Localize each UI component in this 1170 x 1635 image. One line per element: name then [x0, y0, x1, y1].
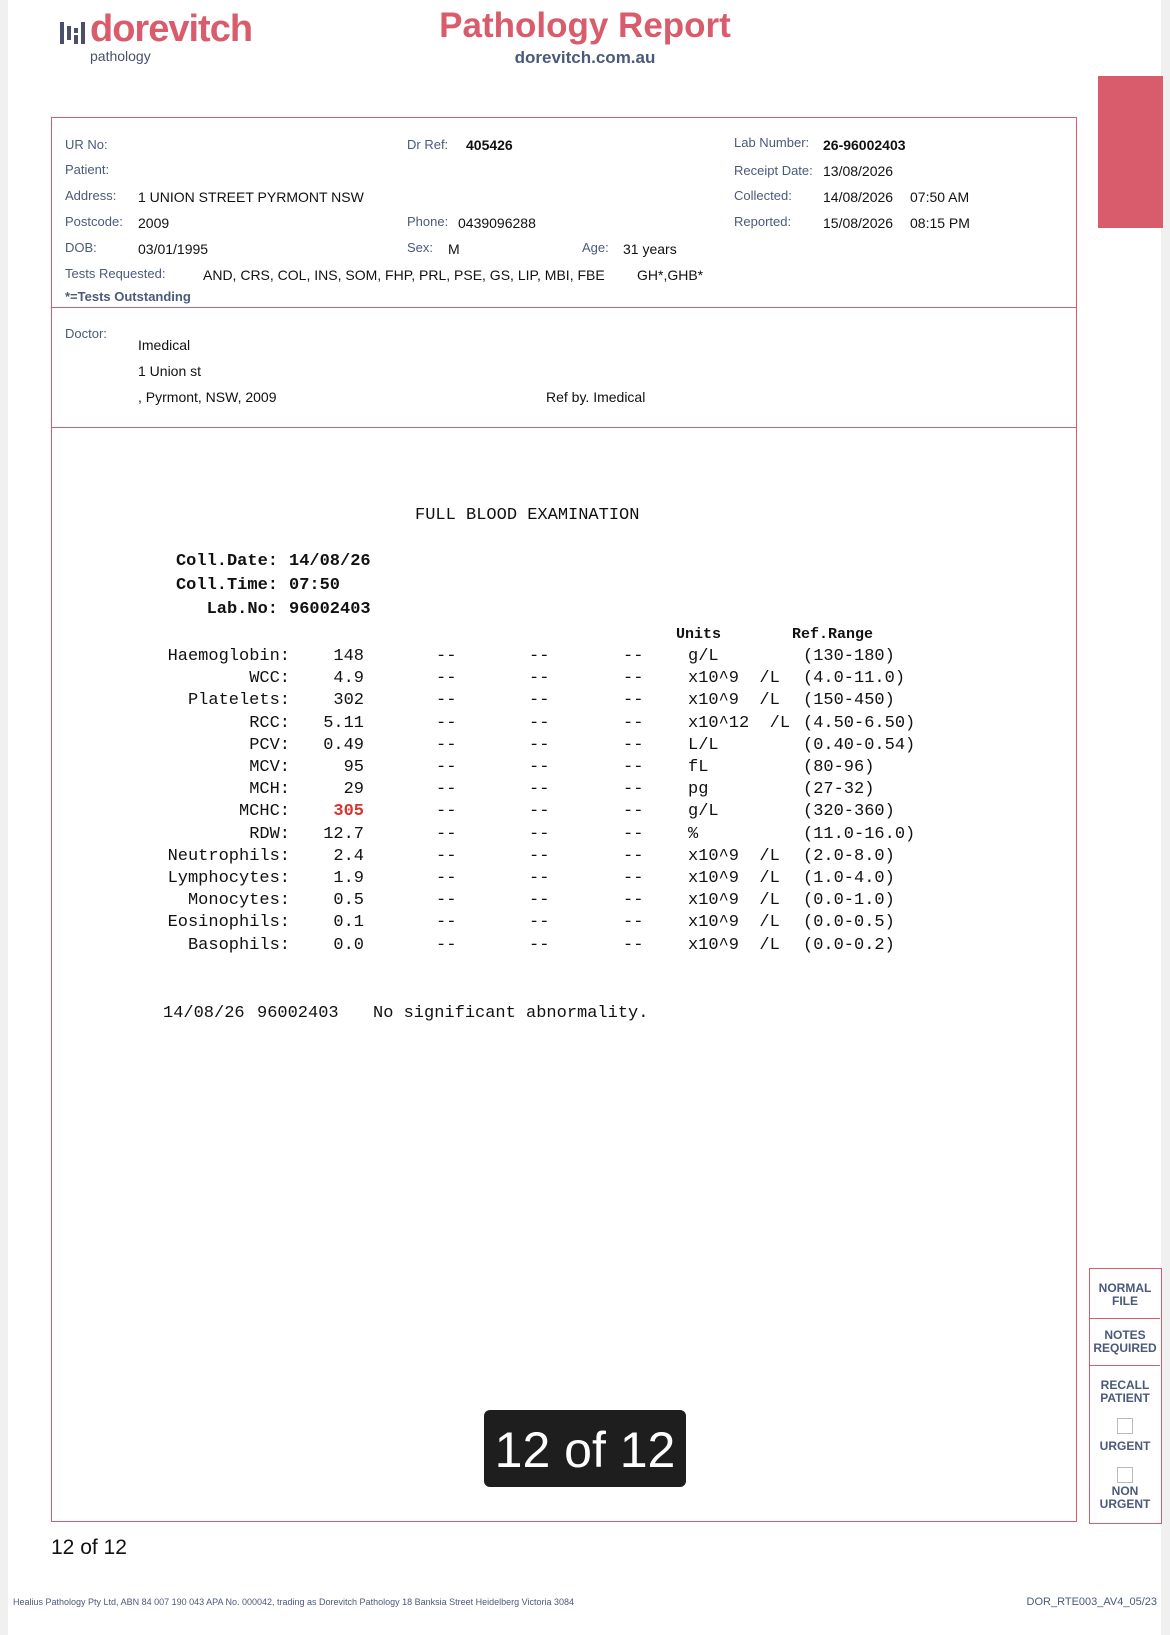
- sex-value: M: [448, 241, 460, 257]
- previous-result-placeholder: --: [436, 714, 457, 733]
- previous-result-placeholder: --: [529, 669, 550, 688]
- previous-result-placeholder: --: [623, 802, 644, 821]
- address-value: 1 UNION STREET PYRMONT NSW: [138, 189, 364, 205]
- previous-result-placeholder: --: [623, 847, 644, 866]
- result-value: 0.1: [333, 913, 364, 932]
- result-unit: x10^9 /L: [688, 691, 780, 710]
- result-value: 1.9: [333, 869, 364, 888]
- coll-time-value: 07:50: [289, 576, 341, 595]
- status-stamps: [1089, 1268, 1162, 1524]
- result-name: MCH:: [249, 780, 290, 799]
- result-name: Lymphocytes:: [167, 869, 290, 888]
- page-count: 12 of 12: [51, 1536, 127, 1559]
- red-margin-tab: [1098, 76, 1163, 228]
- sex-label: Sex:: [407, 240, 434, 255]
- lab-number-value: 26-96002403: [823, 137, 906, 153]
- previous-result-placeholder: --: [436, 936, 457, 955]
- doctor-street: 1 Union st: [138, 363, 202, 379]
- previous-result-placeholder: --: [623, 825, 644, 844]
- previous-result-placeholder: --: [623, 691, 644, 710]
- result-name: RDW:: [249, 825, 290, 844]
- tests-outstanding-note: *=Tests Outstanding: [65, 289, 191, 304]
- result-name: Monocytes:: [187, 891, 290, 910]
- result-ref-range: (0.0-1.0): [803, 891, 895, 910]
- range-header: Ref.Range: [792, 626, 874, 643]
- report-title: Pathology Report: [439, 6, 731, 45]
- previous-result-placeholder: --: [529, 936, 550, 955]
- ref-by: Ref by. Imedical: [546, 389, 646, 405]
- non-urgent-checkbox[interactable]: [1117, 1467, 1133, 1483]
- result-unit: x10^9 /L: [688, 669, 780, 688]
- previous-result-placeholder: --: [436, 758, 457, 777]
- tests-outstanding-value: GH*,GHB*: [637, 267, 704, 283]
- previous-result-placeholder: --: [529, 847, 550, 866]
- result-ref-range: (0.40-0.54): [803, 736, 916, 755]
- result-value: 4.9: [333, 669, 364, 688]
- result-value: 95: [343, 758, 364, 777]
- collected-date: 14/08/2026: [823, 189, 894, 205]
- phone-value: 0439096288: [458, 215, 536, 231]
- previous-result-placeholder: --: [529, 891, 550, 910]
- postcode-value: 2009: [138, 215, 170, 231]
- result-name: PCV:: [249, 736, 290, 755]
- result-unit: %: [688, 825, 699, 844]
- drref-value: 405426: [466, 137, 513, 153]
- coll-date-label: Coll.Date:: [175, 552, 278, 571]
- doctor-label: Doctor:: [65, 326, 107, 341]
- previous-result-placeholder: --: [623, 669, 644, 688]
- logo-subtitle: pathology: [90, 48, 151, 64]
- result-ref-range: (320-360): [803, 802, 895, 821]
- previous-result-placeholder: --: [623, 780, 644, 799]
- receipt-date-label: Receipt Date:: [734, 163, 813, 178]
- result-unit: g/L: [688, 802, 719, 821]
- lab-no-label: Lab.No:: [206, 600, 278, 619]
- reported-time: 08:15 PM: [910, 215, 970, 231]
- doctor-divider: [51, 427, 1077, 428]
- result-value: 0.5: [333, 891, 364, 910]
- patient-divider: [51, 307, 1077, 308]
- tests-requested-value: AND, CRS, COL, INS, SOM, FHP, PRL, PSE, GS, LIP, MBI, FBE: [203, 267, 605, 283]
- dob-value: 03/01/1995: [138, 241, 209, 257]
- address-label: Address:: [65, 188, 117, 203]
- previous-result-placeholder: --: [436, 847, 457, 866]
- previous-result-placeholder: --: [529, 691, 550, 710]
- lab-number-label: Lab Number:: [734, 135, 810, 150]
- previous-result-placeholder: --: [529, 758, 550, 777]
- previous-result-placeholder: --: [623, 736, 644, 755]
- result-ref-range: (4.50-6.50): [803, 714, 916, 733]
- result-unit: pg: [688, 780, 709, 799]
- urgent-checkbox[interactable]: [1117, 1418, 1133, 1434]
- stamp-divider: [1090, 1365, 1160, 1366]
- result-unit: x10^9 /L: [688, 847, 780, 866]
- result-unit: x10^9 /L: [688, 891, 780, 910]
- previous-result-placeholder: --: [623, 869, 644, 888]
- units-header: Units: [676, 626, 722, 643]
- result-value: 302: [333, 691, 364, 710]
- previous-result-placeholder: --: [623, 714, 644, 733]
- previous-result-placeholder: --: [436, 825, 457, 844]
- previous-result-placeholder: --: [623, 647, 644, 666]
- previous-result-placeholder: --: [529, 913, 550, 932]
- result-ref-range: (80-96): [803, 758, 875, 777]
- dorevitch-logo: [60, 6, 260, 62]
- logo-wordmark: dorevitch: [90, 8, 253, 50]
- previous-result-placeholder: --: [529, 736, 550, 755]
- postcode-label: Postcode:: [65, 214, 123, 229]
- previous-result-placeholder: --: [529, 647, 550, 666]
- previous-result-placeholder: --: [529, 802, 550, 821]
- stamp-divider: [1090, 1318, 1160, 1319]
- previous-result-placeholder: --: [436, 736, 457, 755]
- result-unit: x10^12 /L: [688, 714, 791, 733]
- previous-result-placeholder: --: [529, 780, 550, 799]
- result-value: 29: [343, 780, 364, 799]
- previous-result-placeholder: --: [436, 691, 457, 710]
- result-ref-range: (11.0-16.0): [803, 825, 916, 844]
- phone-label: Phone:: [407, 214, 449, 229]
- comment-date: 14/08/26: [163, 1004, 245, 1023]
- result-value-flagged: 305: [333, 802, 364, 821]
- result-unit: x10^9 /L: [688, 869, 780, 888]
- stamp-normal-file[interactable]: NORMAL FILE: [1098, 1281, 1152, 1308]
- result-name: RCC:: [249, 714, 290, 733]
- collected-time: 07:50 AM: [910, 189, 970, 205]
- patient-label: Patient:: [65, 162, 110, 177]
- page-indicator-overlay: [484, 1410, 686, 1487]
- doctor-suburb: , Pyrmont, NSW, 2009: [138, 389, 277, 405]
- footer-form-code: DOR_RTE003_AV4_05/23: [1026, 1596, 1157, 1608]
- stamp-recall-patient[interactable]: RECALL PATIENT: [1100, 1378, 1150, 1405]
- result-value: 0.0: [333, 936, 364, 955]
- result-name: MCV:: [249, 758, 290, 777]
- stamp-non-urgent: NON URGENT: [1099, 1484, 1151, 1511]
- comment-text: No significant abnormality.: [373, 1004, 649, 1023]
- previous-result-placeholder: --: [529, 714, 550, 733]
- previous-result-placeholder: --: [436, 802, 457, 821]
- previous-result-placeholder: --: [436, 913, 457, 932]
- previous-result-placeholder: --: [436, 669, 457, 688]
- result-ref-range: (150-450): [803, 691, 895, 710]
- result-value: 12.7: [323, 825, 364, 844]
- coll-time-label: Coll.Time:: [175, 576, 278, 595]
- receipt-date-value: 13/08/2026: [823, 163, 894, 179]
- result-ref-range: (4.0-11.0): [803, 669, 906, 688]
- result-name: Neutrophils:: [167, 847, 290, 866]
- result-unit: x10^9 /L: [688, 913, 780, 932]
- tests-requested-label: Tests Requested:: [65, 266, 166, 281]
- result-ref-range: (0.0-0.5): [803, 913, 895, 932]
- result-name: Haemoglobin:: [167, 647, 290, 666]
- previous-result-placeholder: --: [436, 647, 457, 666]
- previous-result-placeholder: --: [623, 758, 644, 777]
- drref-label: Dr Ref:: [407, 137, 449, 152]
- result-name: WCC:: [249, 669, 290, 688]
- footer-company: Healius Pathology Pty Ltd, ABN 84 007 190 043 APA No. 000042, trading as Dorevitch Pathology 18 Banksia Street Heidelberg Victoria 3084: [13, 1597, 575, 1607]
- previous-result-placeholder: --: [623, 913, 644, 932]
- result-value: 148: [333, 647, 364, 666]
- result-unit: fL: [688, 758, 709, 777]
- result-value: 0.49: [323, 736, 364, 755]
- website-link[interactable]: dorevitch.com.au: [514, 48, 656, 67]
- ur-label: UR No:: [65, 137, 108, 152]
- result-value: 5.11: [323, 714, 364, 733]
- stamp-urgent: URGENT: [1099, 1439, 1151, 1453]
- report-heading: FULL BLOOD EXAMINATION: [415, 506, 640, 525]
- result-name: Platelets:: [187, 691, 290, 710]
- previous-result-placeholder: --: [623, 936, 644, 955]
- logo-mark-icon: [60, 22, 84, 44]
- previous-result-placeholder: --: [529, 869, 550, 888]
- result-name: MCHC:: [238, 802, 290, 821]
- result-unit: x10^9 /L: [688, 936, 780, 955]
- result-name: Eosinophils:: [167, 913, 290, 932]
- coll-date-value: 14/08/26: [289, 552, 371, 571]
- page-edge-right: [1161, 0, 1170, 1635]
- reported-label: Reported:: [734, 214, 792, 229]
- previous-result-placeholder: --: [436, 780, 457, 799]
- age-value: 31 years: [623, 241, 677, 257]
- result-name: Basophils:: [187, 936, 290, 955]
- previous-result-placeholder: --: [529, 825, 550, 844]
- collected-label: Collected:: [734, 188, 792, 203]
- result-ref-range: (2.0-8.0): [803, 847, 895, 866]
- previous-result-placeholder: --: [623, 891, 644, 910]
- previous-result-placeholder: --: [436, 869, 457, 888]
- lab-no-value: 96002403: [289, 600, 371, 619]
- result-ref-range: (27-32): [803, 780, 875, 799]
- doctor-name: Imedical: [138, 337, 191, 353]
- page-edge-left: [0, 0, 8, 1635]
- result-ref-range: (0.0-0.2): [803, 936, 895, 955]
- comment-lab-number: 96002403: [257, 1004, 339, 1023]
- dob-label: DOB:: [65, 240, 97, 255]
- page-indicator-text: 12 of 12: [494, 1422, 676, 1478]
- reported-date: 15/08/2026: [823, 215, 894, 231]
- result-unit: g/L: [688, 647, 719, 666]
- age-label: Age:: [582, 240, 609, 255]
- result-ref-range: (130-180): [803, 647, 895, 666]
- stamp-notes-required[interactable]: NOTES REQUIRED: [1093, 1328, 1157, 1355]
- result-value: 2.4: [333, 847, 364, 866]
- result-unit: L/L: [688, 736, 719, 755]
- previous-result-placeholder: --: [436, 891, 457, 910]
- result-ref-range: (1.0-4.0): [803, 869, 895, 888]
